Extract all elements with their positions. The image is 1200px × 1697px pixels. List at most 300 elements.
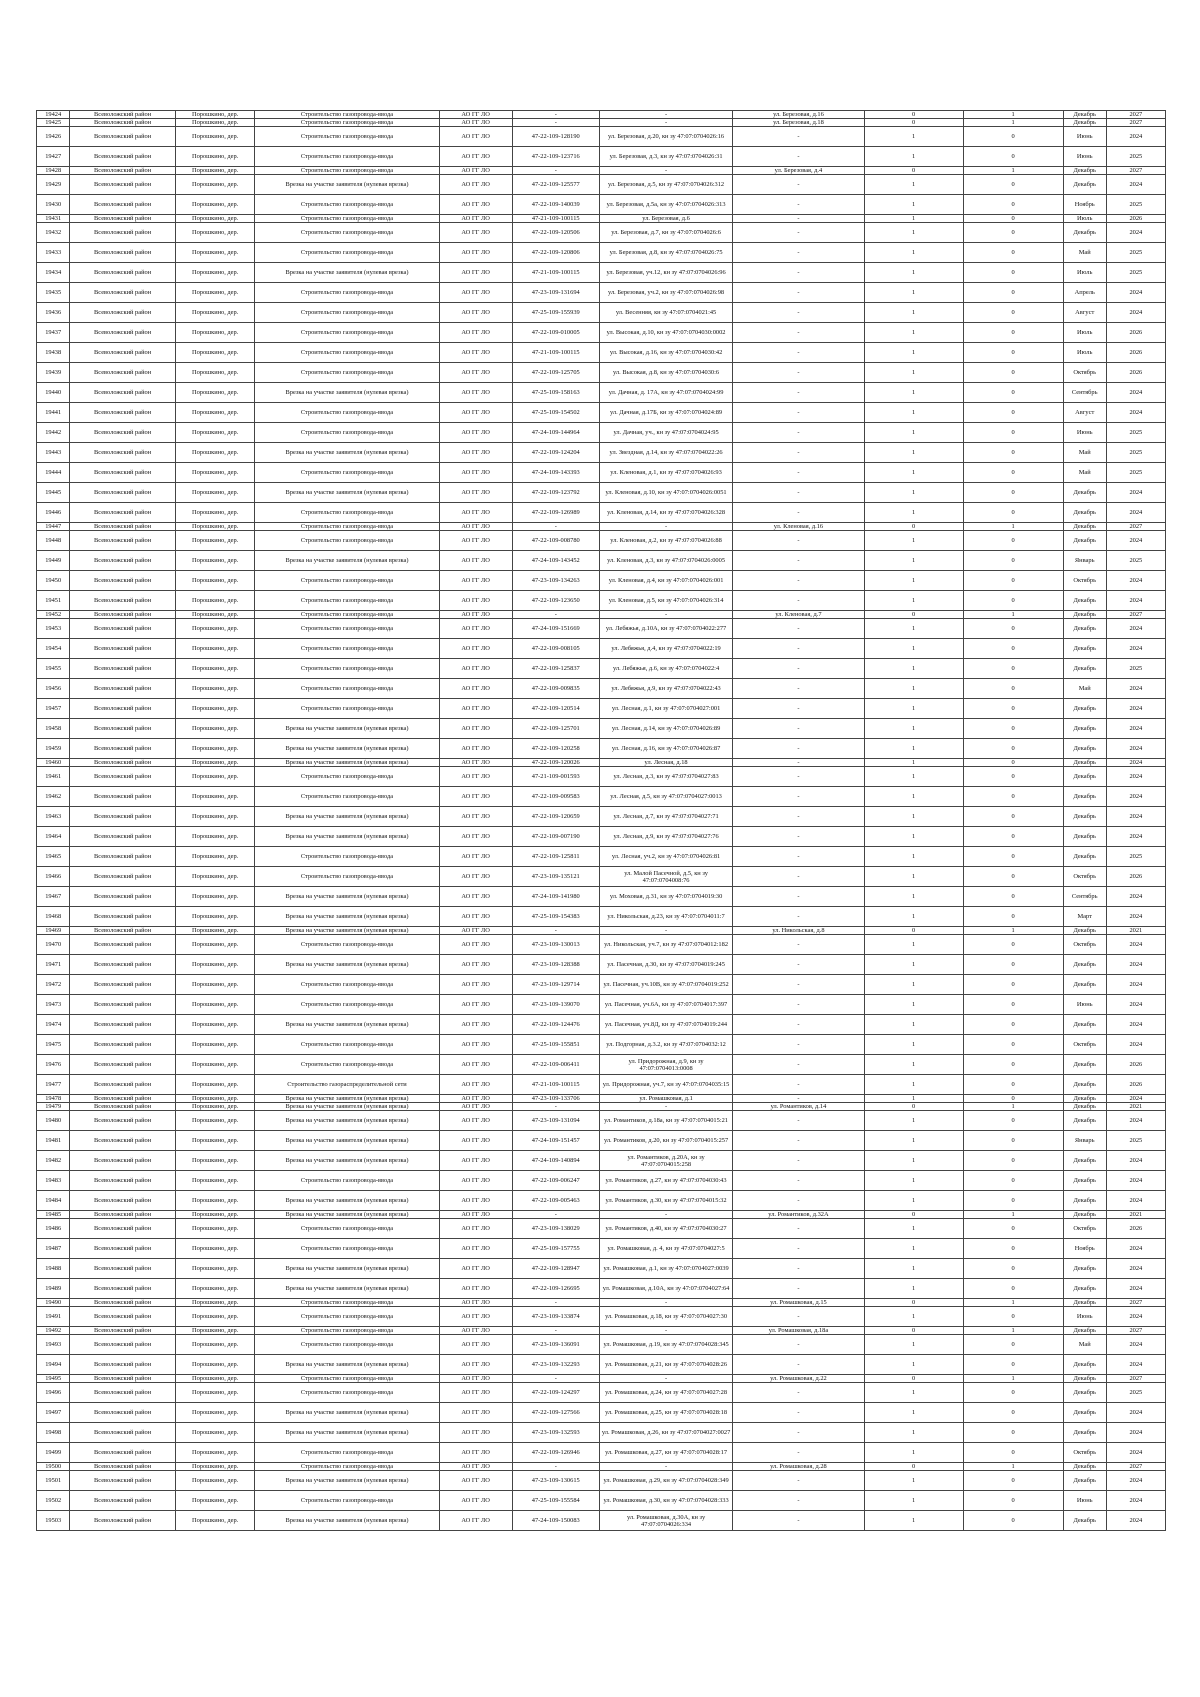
- work-type-cell: Врезка на участке заявителя (нулевая врезка): [255, 927, 439, 935]
- cadastral-address-cell: ул. Романтиков, д.27, кн зу 47:07:0704030:43: [599, 1171, 732, 1191]
- locality-cell: Порошкино, дер.: [175, 167, 255, 175]
- district-cell: Всеволожский район: [70, 119, 175, 127]
- month-cell: Июнь: [1063, 995, 1106, 1015]
- row-number-cell: 19494: [37, 1355, 70, 1375]
- month-cell: Октябрь: [1063, 571, 1106, 591]
- month-cell: Декабрь: [1063, 1103, 1106, 1111]
- locality-cell: Порошкино, дер.: [175, 1111, 255, 1131]
- district-cell: Всеволожский район: [70, 127, 175, 147]
- locality-cell: Порошкино, дер.: [175, 1307, 255, 1327]
- district-cell: Всеволожский район: [70, 907, 175, 927]
- flag-b-cell: 0: [963, 363, 1063, 383]
- table-row: [37, 975, 1166, 995]
- address-cell: -: [733, 223, 864, 243]
- flag-a-cell: 1: [864, 323, 963, 343]
- row-number-cell: 19438: [37, 343, 70, 363]
- work-type-cell: Строительство газопровода-ввода: [255, 167, 439, 175]
- year-cell: 2024: [1106, 127, 1165, 147]
- application-code-cell: 47-22-109-120258: [512, 739, 599, 759]
- flag-b-cell: 1: [963, 111, 1063, 119]
- address-cell: -: [733, 1191, 864, 1211]
- flag-a-cell: 1: [864, 1259, 963, 1279]
- locality-cell: Порошкино, дер.: [175, 1151, 255, 1171]
- row-number-cell: 19482: [37, 1151, 70, 1171]
- row-number-cell: 19454: [37, 639, 70, 659]
- district-cell: Всеволожский район: [70, 1111, 175, 1131]
- row-number-cell: 19478: [37, 1095, 70, 1103]
- flag-b-cell: 0: [963, 1491, 1063, 1511]
- organization-cell: АО ГГ ЛО: [439, 907, 512, 927]
- cadastral-address-cell: ул. Ромашковая, д.30А, кн зу 47:07:0704026:334: [599, 1511, 732, 1531]
- district-cell: Всеволожский район: [70, 639, 175, 659]
- month-cell: Декабрь: [1063, 619, 1106, 639]
- address-cell: -: [733, 639, 864, 659]
- row-number-cell: 19448: [37, 531, 70, 551]
- address-cell: ул. Березовая, д.16: [733, 111, 864, 119]
- table-row: [37, 423, 1166, 443]
- district-cell: Всеволожский район: [70, 551, 175, 571]
- year-cell: 2024: [1106, 1443, 1165, 1463]
- address-cell: -: [733, 1443, 864, 1463]
- locality-cell: Порошкино, дер.: [175, 907, 255, 927]
- flag-a-cell: 1: [864, 263, 963, 283]
- work-type-cell: Врезка на участке заявителя (нулевая врезка): [255, 1211, 439, 1219]
- flag-a-cell: 1: [864, 639, 963, 659]
- work-type-cell: Строительство газопровода-ввода: [255, 619, 439, 639]
- month-cell: Октябрь: [1063, 1219, 1106, 1239]
- cadastral-address-cell: ул. Подгорная, д.3.2, кн зу 47:07:0704032:12: [599, 1035, 732, 1055]
- flag-a-cell: 1: [864, 283, 963, 303]
- month-cell: Декабрь: [1063, 1383, 1106, 1403]
- table-row: [37, 907, 1166, 927]
- application-code-cell: 47-22-109-125701: [512, 719, 599, 739]
- work-type-cell: Строительство газопровода-ввода: [255, 659, 439, 679]
- district-cell: Всеволожский район: [70, 1299, 175, 1307]
- organization-cell: АО ГГ ЛО: [439, 935, 512, 955]
- organization-cell: АО ГГ ЛО: [439, 1403, 512, 1423]
- district-cell: Всеволожский район: [70, 175, 175, 195]
- work-type-cell: Строительство газопровода-ввода: [255, 1299, 439, 1307]
- work-type-cell: Врезка на участке заявителя (нулевая врезка): [255, 1131, 439, 1151]
- locality-cell: Порошкино, дер.: [175, 867, 255, 887]
- work-type-cell: Строительство газопровода-ввода: [255, 1335, 439, 1355]
- year-cell: 2024: [1106, 503, 1165, 523]
- month-cell: Январь: [1063, 551, 1106, 571]
- row-number-cell: 19427: [37, 147, 70, 167]
- address-cell: -: [733, 551, 864, 571]
- district-cell: Всеволожский район: [70, 619, 175, 639]
- month-cell: Май: [1063, 443, 1106, 463]
- flag-a-cell: 1: [864, 759, 963, 767]
- address-cell: -: [733, 699, 864, 719]
- application-code-cell: 47-22-109-124204: [512, 443, 599, 463]
- application-code-cell: 47-23-109-139070: [512, 995, 599, 1015]
- locality-cell: Порошкино, дер.: [175, 551, 255, 571]
- year-cell: 2027: [1106, 523, 1165, 531]
- month-cell: Октябрь: [1063, 363, 1106, 383]
- locality-cell: Порошкино, дер.: [175, 1131, 255, 1151]
- district-cell: Всеволожский район: [70, 1131, 175, 1151]
- application-code-cell: 47-24-109-143452: [512, 551, 599, 571]
- organization-cell: АО ГГ ЛО: [439, 975, 512, 995]
- month-cell: Январь: [1063, 1131, 1106, 1151]
- table-row: [37, 679, 1166, 699]
- locality-cell: Порошкино, дер.: [175, 1239, 255, 1259]
- row-number-cell: 19470: [37, 935, 70, 955]
- month-cell: Апрель: [1063, 283, 1106, 303]
- table-row: [37, 827, 1166, 847]
- address-cell: ул. Березовая, д.4: [733, 167, 864, 175]
- flag-b-cell: 1: [963, 1299, 1063, 1307]
- locality-cell: Порошкино, дер.: [175, 1355, 255, 1375]
- address-cell: -: [733, 1355, 864, 1375]
- month-cell: Декабрь: [1063, 503, 1106, 523]
- year-cell: 2026: [1106, 1219, 1165, 1239]
- cadastral-address-cell: ул. Ромашковая, д.1: [599, 1095, 732, 1103]
- address-cell: -: [733, 127, 864, 147]
- locality-cell: Порошкино, дер.: [175, 1055, 255, 1075]
- row-number-cell: 19433: [37, 243, 70, 263]
- month-cell: Декабрь: [1063, 531, 1106, 551]
- address-cell: -: [733, 1279, 864, 1299]
- cadastral-address-cell: ул. Кленовая, д.2, кн зу 47:07:0704026:88: [599, 531, 732, 551]
- flag-a-cell: 1: [864, 1151, 963, 1171]
- year-cell: 2027: [1106, 1299, 1165, 1307]
- locality-cell: Порошкино, дер.: [175, 1095, 255, 1103]
- application-code-cell: 47-22-109-128947: [512, 1259, 599, 1279]
- locality-cell: Порошкино, дер.: [175, 679, 255, 699]
- district-cell: Всеволожский район: [70, 223, 175, 243]
- work-type-cell: Строительство газопровода-ввода: [255, 1171, 439, 1191]
- year-cell: 2024: [1106, 807, 1165, 827]
- row-number-cell: 19483: [37, 1171, 70, 1191]
- year-cell: 2025: [1106, 263, 1165, 283]
- year-cell: 2021: [1106, 1211, 1165, 1219]
- district-cell: Всеволожский район: [70, 1055, 175, 1075]
- work-type-cell: Строительство газопровода-ввода: [255, 363, 439, 383]
- organization-cell: АО ГГ ЛО: [439, 1239, 512, 1259]
- cadastral-address-cell: ул. Романтиков, д.18а, кн зу 47:07:0704015:21: [599, 1111, 732, 1131]
- cadastral-address-cell: ул. Ромашковая, д.27, кн зу 47:07:0704028:17: [599, 1443, 732, 1463]
- work-type-cell: Строительство газопровода-ввода: [255, 119, 439, 127]
- cadastral-address-cell: ул. Высокая, д.16, кн зу 47:07:0704030:42: [599, 343, 732, 363]
- year-cell: 2024: [1106, 719, 1165, 739]
- locality-cell: Порошкино, дер.: [175, 119, 255, 127]
- table-row: [37, 1335, 1166, 1355]
- year-cell: 2024: [1106, 223, 1165, 243]
- district-cell: Всеволожский район: [70, 1403, 175, 1423]
- address-cell: ул. Кленовая, д.7: [733, 611, 864, 619]
- table-row: [37, 1035, 1166, 1055]
- work-type-cell: Врезка на участке заявителя (нулевая врезка): [255, 827, 439, 847]
- row-number-cell: 19441: [37, 403, 70, 423]
- organization-cell: АО ГГ ЛО: [439, 531, 512, 551]
- year-cell: 2024: [1106, 483, 1165, 503]
- table-row: [37, 767, 1166, 787]
- flag-a-cell: 1: [864, 1095, 963, 1103]
- district-cell: Всеволожский район: [70, 343, 175, 363]
- work-type-cell: Строительство газопровода-ввода: [255, 767, 439, 787]
- flag-b-cell: 0: [963, 1471, 1063, 1491]
- organization-cell: АО ГГ ЛО: [439, 955, 512, 975]
- year-cell: 2024: [1106, 1111, 1165, 1131]
- year-cell: 2024: [1106, 1151, 1165, 1171]
- address-cell: ул. Романтиков, д.32А: [733, 1211, 864, 1219]
- locality-cell: Порошкино, дер.: [175, 1335, 255, 1355]
- cadastral-address-cell: ул. Лесная, д.14, кн зу 47:07:0704026:89: [599, 719, 732, 739]
- district-cell: Всеволожский район: [70, 1259, 175, 1279]
- organization-cell: АО ГГ ЛО: [439, 767, 512, 787]
- month-cell: Декабрь: [1063, 639, 1106, 659]
- application-code-cell: 47-22-109-006411: [512, 1055, 599, 1075]
- flag-b-cell: 0: [963, 423, 1063, 443]
- cadastral-address-cell: ул. Романтиков, д.30, кн зу 47:07:0704015:32: [599, 1191, 732, 1211]
- row-number-cell: 19426: [37, 127, 70, 147]
- organization-cell: АО ГГ ЛО: [439, 827, 512, 847]
- flag-a-cell: 1: [864, 1511, 963, 1531]
- application-code-cell: 47-22-109-126989: [512, 503, 599, 523]
- application-code-cell: 47-24-109-141980: [512, 887, 599, 907]
- year-cell: 2024: [1106, 639, 1165, 659]
- row-number-cell: 19481: [37, 1131, 70, 1151]
- address-cell: -: [733, 1259, 864, 1279]
- table-row: [37, 1299, 1166, 1307]
- month-cell: Декабрь: [1063, 591, 1106, 611]
- locality-cell: Порошкино, дер.: [175, 523, 255, 531]
- district-cell: Всеволожский район: [70, 1171, 175, 1191]
- flag-a-cell: 1: [864, 1015, 963, 1035]
- work-type-cell: Врезка на участке заявителя (нулевая врезка): [255, 1355, 439, 1375]
- cadastral-address-cell: ул. Лесная, д.3, кн зу 47:07:0704027:83: [599, 767, 732, 787]
- organization-cell: АО ГГ ЛО: [439, 283, 512, 303]
- flag-a-cell: 1: [864, 955, 963, 975]
- month-cell: Июнь: [1063, 147, 1106, 167]
- district-cell: Всеволожский район: [70, 263, 175, 283]
- work-type-cell: Врезка на участке заявителя (нулевая врезка): [255, 1511, 439, 1531]
- year-cell: 2024: [1106, 283, 1165, 303]
- district-cell: Всеволожский район: [70, 1491, 175, 1511]
- work-type-cell: Строительство газопровода-ввода: [255, 1375, 439, 1383]
- flag-b-cell: 0: [963, 767, 1063, 787]
- flag-a-cell: 1: [864, 975, 963, 995]
- district-cell: Всеволожский район: [70, 363, 175, 383]
- year-cell: 2021: [1106, 1103, 1165, 1111]
- work-type-cell: Строительство газопровода-ввода: [255, 503, 439, 523]
- application-code-cell: 47-25-109-155851: [512, 1035, 599, 1055]
- flag-a-cell: 1: [864, 243, 963, 263]
- month-cell: Май: [1063, 463, 1106, 483]
- month-cell: Июль: [1063, 263, 1106, 283]
- district-cell: Всеволожский район: [70, 423, 175, 443]
- locality-cell: Порошкино, дер.: [175, 1491, 255, 1511]
- organization-cell: АО ГГ ЛО: [439, 1191, 512, 1211]
- locality-cell: Порошкино, дер.: [175, 147, 255, 167]
- flag-b-cell: 0: [963, 679, 1063, 699]
- month-cell: Декабрь: [1063, 827, 1106, 847]
- table-row: [37, 1103, 1166, 1111]
- cadastral-address-cell: ул. Кленовая, д.1, кн зу 47:07:0704026:93: [599, 463, 732, 483]
- application-code-cell: 47-25-109-155584: [512, 1491, 599, 1511]
- organization-cell: АО ГГ ЛО: [439, 1055, 512, 1075]
- flag-b-cell: 0: [963, 127, 1063, 147]
- flag-b-cell: 0: [963, 739, 1063, 759]
- flag-a-cell: 1: [864, 1191, 963, 1211]
- address-cell: -: [733, 827, 864, 847]
- work-type-cell: Врезка на участке заявителя (нулевая врезка): [255, 719, 439, 739]
- month-cell: Декабрь: [1063, 767, 1106, 787]
- cadastral-address-cell: ул. Березовая, уч.12, кн зу 47:07:0704026:96: [599, 263, 732, 283]
- address-cell: -: [733, 1383, 864, 1403]
- year-cell: 2026: [1106, 1055, 1165, 1075]
- organization-cell: АО ГГ ЛО: [439, 323, 512, 343]
- flag-a-cell: 0: [864, 523, 963, 531]
- organization-cell: АО ГГ ЛО: [439, 127, 512, 147]
- work-type-cell: Строительство газопровода-ввода: [255, 787, 439, 807]
- cadastral-address-cell: -: [599, 1327, 732, 1335]
- table-row: [37, 1383, 1166, 1403]
- work-type-cell: Строительство газопровода-ввода: [255, 523, 439, 531]
- district-cell: Всеволожский район: [70, 303, 175, 323]
- organization-cell: АО ГГ ЛО: [439, 1471, 512, 1491]
- organization-cell: АО ГГ ЛО: [439, 847, 512, 867]
- table-row: [37, 1171, 1166, 1191]
- address-cell: -: [733, 283, 864, 303]
- locality-cell: Порошкино, дер.: [175, 847, 255, 867]
- district-cell: Всеволожский район: [70, 1511, 175, 1531]
- organization-cell: АО ГГ ЛО: [439, 807, 512, 827]
- work-type-cell: Врезка на участке заявителя (нулевая врезка): [255, 1471, 439, 1491]
- row-number-cell: 19480: [37, 1111, 70, 1131]
- table-row: [37, 1211, 1166, 1219]
- year-cell: 2024: [1106, 1403, 1165, 1423]
- month-cell: Декабрь: [1063, 1055, 1106, 1075]
- application-code-cell: 47-22-109-120026: [512, 759, 599, 767]
- application-code-cell: 47-22-109-125577: [512, 175, 599, 195]
- locality-cell: Порошкино, дер.: [175, 975, 255, 995]
- organization-cell: АО ГГ ЛО: [439, 719, 512, 739]
- application-code-cell: 47-22-109-010005: [512, 323, 599, 343]
- table-row: [37, 111, 1166, 119]
- cadastral-address-cell: ул. Ромашковая, д.25, кн зу 47:07:0704028:18: [599, 1403, 732, 1423]
- cadastral-address-cell: ул. Романтиков, д.40, кн зу 47:07:0704030:27: [599, 1219, 732, 1239]
- flag-b-cell: 0: [963, 659, 1063, 679]
- table-row: [37, 659, 1166, 679]
- application-code-cell: 47-22-109-126946: [512, 1443, 599, 1463]
- table-row: [37, 215, 1166, 223]
- table-row: [37, 955, 1166, 975]
- flag-b-cell: 0: [963, 1111, 1063, 1131]
- flag-b-cell: 0: [963, 1015, 1063, 1035]
- work-type-cell: Врезка на участке заявителя (нулевая врезка): [255, 1423, 439, 1443]
- year-cell: 2024: [1106, 1191, 1165, 1211]
- address-cell: -: [733, 1491, 864, 1511]
- month-cell: Октябрь: [1063, 1035, 1106, 1055]
- organization-cell: АО ГГ ЛО: [439, 223, 512, 243]
- work-type-cell: Строительство газопровода-ввода: [255, 1055, 439, 1075]
- year-cell: 2024: [1106, 907, 1165, 927]
- flag-a-cell: 1: [864, 887, 963, 907]
- year-cell: 2025: [1106, 847, 1165, 867]
- cadastral-address-cell: ул. Дачная, д. 17А, кн зу 47:07:0704024:99: [599, 383, 732, 403]
- row-number-cell: 19442: [37, 423, 70, 443]
- address-cell: -: [733, 591, 864, 611]
- year-cell: 2024: [1106, 1335, 1165, 1355]
- work-type-cell: Строительство газопровода-ввода: [255, 195, 439, 215]
- address-cell: -: [733, 907, 864, 927]
- row-number-cell: 19472: [37, 975, 70, 995]
- locality-cell: Порошкино, дер.: [175, 1443, 255, 1463]
- organization-cell: АО ГГ ЛО: [439, 1259, 512, 1279]
- row-number-cell: 19440: [37, 383, 70, 403]
- row-number-cell: 19492: [37, 1327, 70, 1335]
- flag-a-cell: 1: [864, 147, 963, 167]
- year-cell: 2025: [1106, 243, 1165, 263]
- locality-cell: Порошкино, дер.: [175, 1403, 255, 1423]
- district-cell: Всеволожский район: [70, 739, 175, 759]
- work-type-cell: Врезка на участке заявителя (нулевая врезка): [255, 1191, 439, 1211]
- work-type-cell: Строительство газопровода-ввода: [255, 1035, 439, 1055]
- organization-cell: АО ГГ ЛО: [439, 927, 512, 935]
- flag-b-cell: 0: [963, 1423, 1063, 1443]
- organization-cell: АО ГГ ЛО: [439, 1307, 512, 1327]
- flag-b-cell: 0: [963, 1403, 1063, 1423]
- address-cell: ул. Ромашковая, д.15: [733, 1299, 864, 1307]
- organization-cell: АО ГГ ЛО: [439, 383, 512, 403]
- locality-cell: Порошкино, дер.: [175, 827, 255, 847]
- application-code-cell: 47-23-109-138029: [512, 1219, 599, 1239]
- application-code-cell: 47-22-109-007190: [512, 827, 599, 847]
- cadastral-address-cell: ул. Придорожная, уч.7, кн зу 47:07:0704035:15: [599, 1075, 732, 1095]
- flag-a-cell: 1: [864, 383, 963, 403]
- address-cell: -: [733, 343, 864, 363]
- address-cell: ул. Никольская, д.8: [733, 927, 864, 935]
- application-code-cell: 47-22-109-125837: [512, 659, 599, 679]
- organization-cell: АО ГГ ЛО: [439, 147, 512, 167]
- work-type-cell: Врезка на участке заявителя (нулевая врезка): [255, 739, 439, 759]
- application-code-cell: 47-22-109-120659: [512, 807, 599, 827]
- application-code-cell: 47-25-109-158163: [512, 383, 599, 403]
- table-row: [37, 1307, 1166, 1327]
- work-type-cell: Строительство газопровода-ввода: [255, 995, 439, 1015]
- organization-cell: АО ГГ ЛО: [439, 591, 512, 611]
- work-type-cell: Строительство газопровода-ввода: [255, 679, 439, 699]
- district-cell: Всеволожский район: [70, 611, 175, 619]
- address-cell: -: [733, 1471, 864, 1491]
- table-row: [37, 1327, 1166, 1335]
- cadastral-address-cell: ул. Пасечная, д.30, кн зу 47:07:0704019:245: [599, 955, 732, 975]
- month-cell: Август: [1063, 303, 1106, 323]
- month-cell: Июнь: [1063, 1491, 1106, 1511]
- work-type-cell: Врезка на участке заявителя (нулевая врезка): [255, 807, 439, 827]
- row-number-cell: 19488: [37, 1259, 70, 1279]
- table-row: [37, 699, 1166, 719]
- month-cell: Октябрь: [1063, 935, 1106, 955]
- locality-cell: Порошкино, дер.: [175, 1015, 255, 1035]
- locality-cell: Порошкино, дер.: [175, 503, 255, 523]
- address-cell: -: [733, 739, 864, 759]
- application-code-cell: 47-23-109-132293: [512, 1355, 599, 1375]
- flag-a-cell: 1: [864, 1355, 963, 1375]
- month-cell: Май: [1063, 679, 1106, 699]
- month-cell: Март: [1063, 907, 1106, 927]
- flag-b-cell: 0: [963, 443, 1063, 463]
- locality-cell: Порошкино, дер.: [175, 699, 255, 719]
- organization-cell: АО ГГ ЛО: [439, 1131, 512, 1151]
- year-cell: 2024: [1106, 955, 1165, 975]
- cadastral-address-cell: ул. Лесная, д.7, кн зу 47:07:0704027:71: [599, 807, 732, 827]
- flag-b-cell: 0: [963, 1355, 1063, 1375]
- locality-cell: Порошкино, дер.: [175, 531, 255, 551]
